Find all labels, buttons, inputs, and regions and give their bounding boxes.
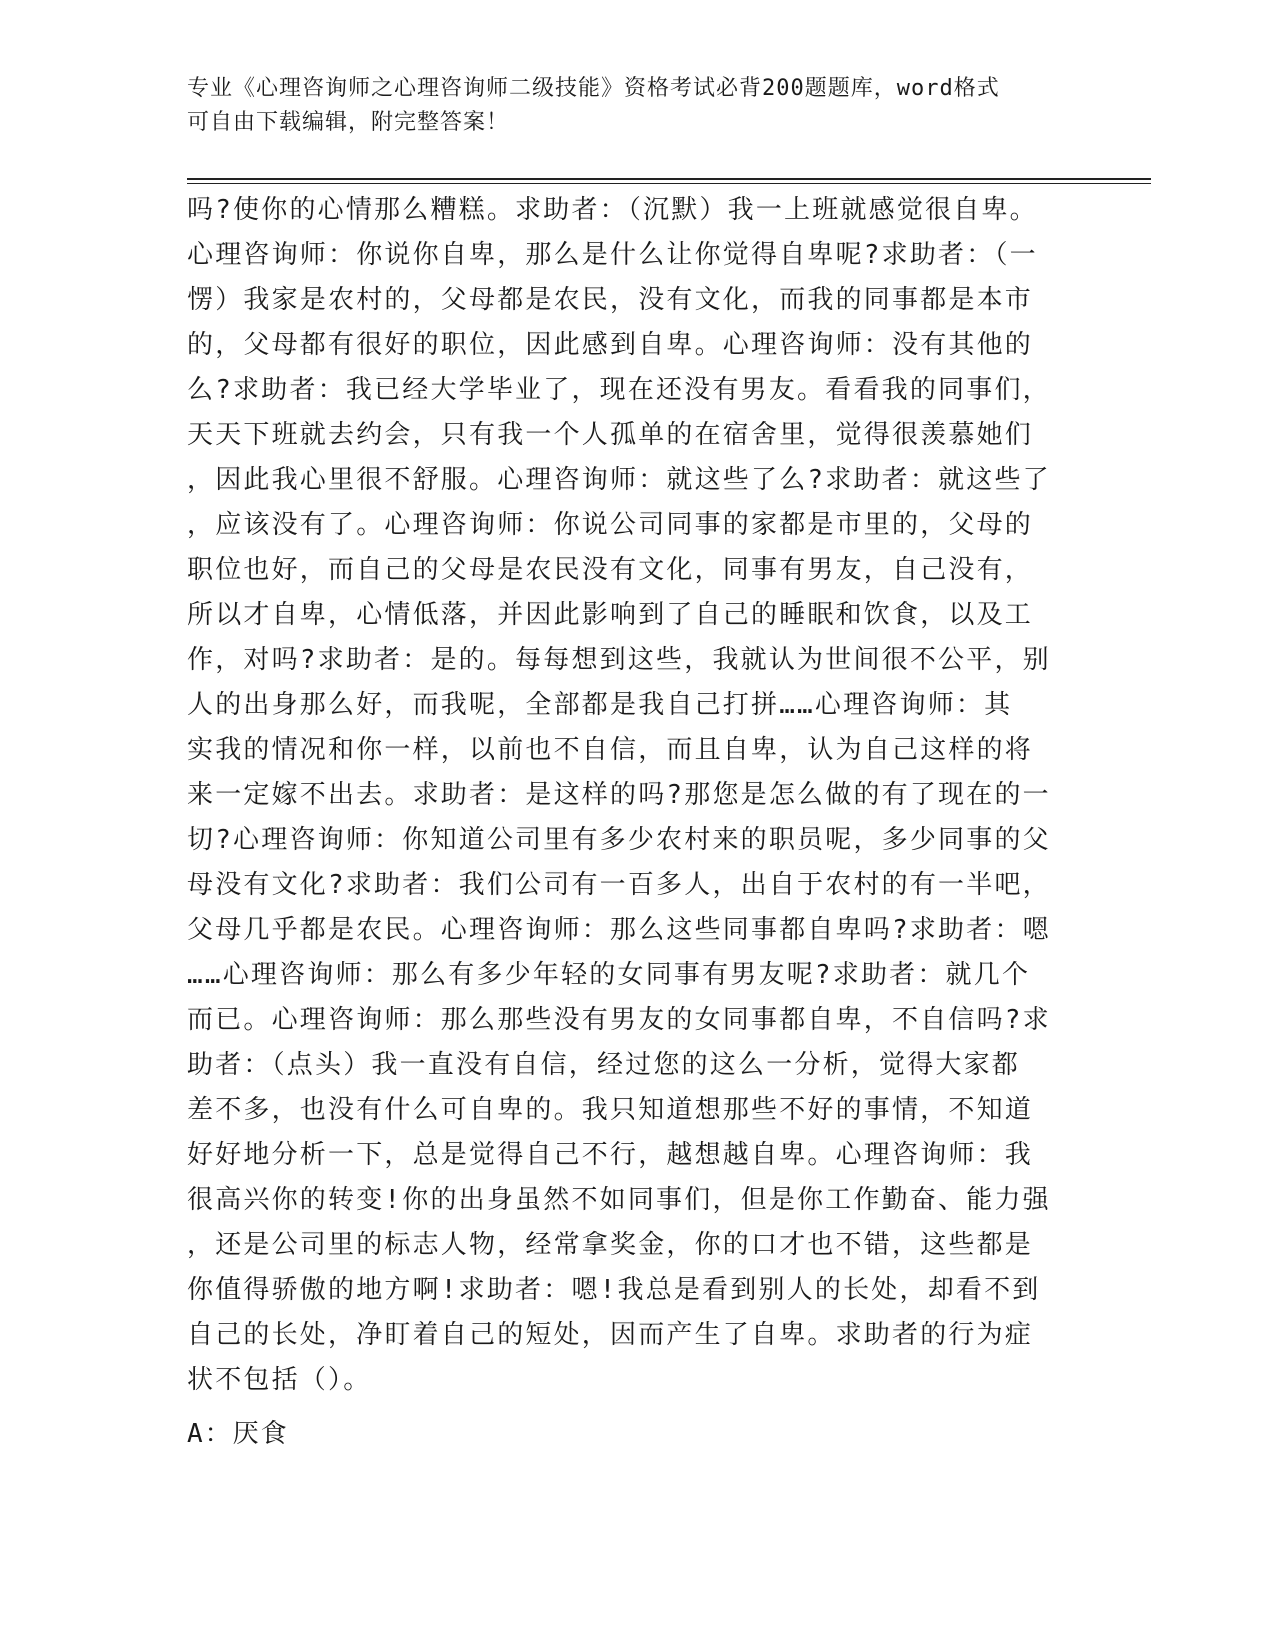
body-line: 状不包括（）。 [187,1365,372,1395]
body-line: 你值得骄傲的地方啊!求助者：嗯!我总是看到别人的长处，却看不到 [187,1275,1041,1305]
header-line-1: 专业《心理咨询师之心理咨询师二级技能》资格考试必背200题题库，word格式 [187,76,1000,101]
body-line: 自己的长处，净盯着自己的短处，因而产生了自卑。求助者的行为症 [187,1320,1034,1350]
body-line: 心理咨询师：你说你自卑，那么是什么让你觉得自卑呢?求助者：（一 [187,240,1038,270]
body-line: 母没有文化?求助者：我们公司有一百多人，出自于农村的有一半吧， [187,870,1051,900]
body-line: 的，父母都有很好的职位，因此感到自卑。心理咨询师：没有其他的 [187,330,1034,360]
body-line: 人的出身那么好，而我呢，全部都是我自己打拼……心理咨询师：其 [187,690,1013,720]
body-line: 天天下班就去约会，只有我一个人孤单的在宿舍里，觉得很羡慕她们 [187,420,1034,450]
body-line: 职位也好，而自己的父母是农民没有文化，同事有男友，自己没有， [187,555,1034,585]
header-divider-thick [187,178,1151,180]
header-line-2: 可自由下载编辑，附完整答案！ [187,110,510,135]
body-line: ，因此我心里很不舒服。心理咨询师：就这些了么?求助者：就这些了 [187,465,1051,495]
body-line: 差不多，也没有什么可自卑的。我只知道想那些不好的事情，不知道 [187,1095,1034,1125]
body-line: 所以才自卑，心情低落，并因此影响到了自己的睡眠和饮食，以及工 [187,600,1034,630]
body-line: 好好地分析一下，总是觉得自己不行，越想越自卑。心理咨询师：我 [187,1140,1034,1170]
answer-option-a: A：厌食 [187,1419,289,1449]
body-line: 而已。心理咨询师：那么那些没有男友的女同事都自卑，不自信吗?求 [187,1005,1051,1035]
body-line: 来一定嫁不出去。求助者：是这样的吗?那您是怎么做的有了现在的一 [187,780,1051,810]
body-line: ，应该没有了。心理咨询师：你说公司同事的家都是市里的，父母的 [187,510,1034,540]
header-divider-thin [187,183,1151,184]
body-line: 很高兴你的转变!你的出身虽然不如同事们，但是你工作勤奋、能力强 [187,1185,1051,1215]
body-line: 实我的情况和你一样，以前也不自信，而且自卑，认为自己这样的将 [187,735,1034,765]
document-header [187,72,1067,140]
question-body [187,188,1067,1403]
body-line: 助者：（点头）我一直没有自信，经过您的这么一分析，觉得大家都 [187,1050,1021,1080]
body-line: 吗?使你的心情那么糟糕。求助者：（沉默）我一上班就感觉很自卑。 [187,195,1038,225]
body-line: 切?心理咨询师：你知道公司里有多少农村来的职员呢，多少同事的父 [187,825,1051,855]
body-line: 作，对吗?求助者：是的。每每想到这些，我就认为世间很不公平，别 [187,645,1051,675]
body-line: 愣）我家是农村的，父母都是农民，没有文化，而我的同事都是本市 [187,285,1034,315]
body-line: 父母几乎都是农民。心理咨询师：那么这些同事都自卑吗?求助者：嗯 [187,915,1051,945]
body-line: ，还是公司里的标志人物，经常拿奖金，你的口才也不错，这些都是 [187,1230,1034,1260]
body-line: 么?求助者：我已经大学毕业了，现在还没有男友。看看我的同事们， [187,375,1051,405]
body-line: ……心理咨询师：那么有多少年轻的女同事有男友呢?求助者：就几个 [187,960,1031,990]
